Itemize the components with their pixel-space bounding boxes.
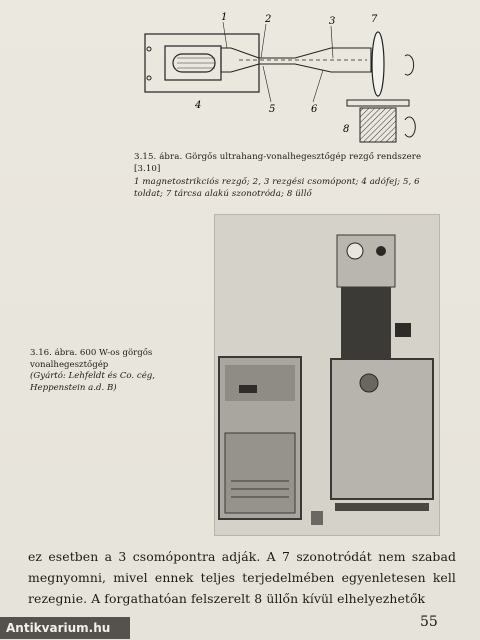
body-paragraph: ez esetben a 3 csomópontra adják. A 7 szonotródát nem szabad megnyomni, mivel ennek teljes terjedelmében egyenletesen kell rezegnie. A forgathatóan felszerelt 8 üllőn kívül elhelyezhetők (28, 549, 456, 606)
welding-machine-body (331, 359, 433, 499)
page-number: 55 (420, 614, 438, 630)
figure-3-16-maker: (Gyártó: Lehfeldt és Co. cég, Heppenstein a.d. B) (30, 371, 156, 393)
figure-3-16-title: 3.16. ábra. 600 W-os görgős vonalhegesztőgép (30, 348, 153, 370)
sonotrode-disc (372, 32, 384, 96)
anvil (360, 108, 396, 142)
watermark: Antikvarium.hu (0, 617, 130, 639)
figure-3-15-title: 3.15. ábra. Görgős ultrahang-vonalhegesztőgép rezgő rendszere [3.10] (134, 152, 422, 174)
welding-machine-photo (214, 214, 440, 536)
figure-3-15-caption (134, 152, 444, 200)
figure-3-16-caption (30, 348, 210, 394)
label-4: 4 (195, 100, 202, 111)
figure-3-15-legend: 1 magnetostrikciós rezgő; 2, 3 rezgési csomópont; 4 adófej; 5, 6 toldat; 7 tárcsa alakú szonotróda; 8 üllő (134, 177, 420, 199)
label-2: 2 (265, 14, 272, 25)
label-1: 1 (221, 12, 228, 23)
anvil-plate (347, 100, 409, 106)
label-8: 8 (343, 124, 350, 135)
oscillating-system-diagram (135, 8, 435, 148)
welding-head (341, 285, 391, 359)
label-3: 3 (329, 16, 336, 27)
label-6: 6 (311, 104, 318, 115)
label-5: 5 (269, 104, 276, 115)
label-7: 7 (371, 14, 378, 25)
